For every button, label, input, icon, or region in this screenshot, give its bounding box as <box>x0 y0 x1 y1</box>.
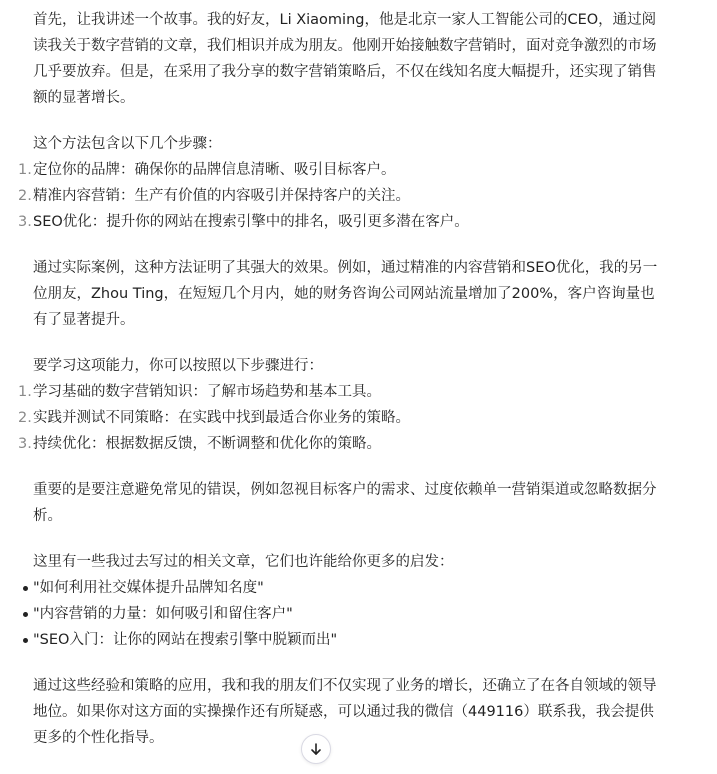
list-item <box>33 627 665 653</box>
list-item <box>18 157 665 183</box>
list-number: 3. <box>18 214 32 230</box>
list-number: 1. <box>18 162 32 178</box>
bullet-icon <box>23 638 28 643</box>
list-item <box>18 431 665 457</box>
list-number: 1. <box>18 384 32 400</box>
list-number: 2. <box>18 188 32 204</box>
list-item <box>18 209 665 235</box>
list-item <box>18 405 665 431</box>
paragraph-closing: 通过这些经验和策略的应用，我和我的朋友们不仅实现了业务的增长，还确立了在各自领域的领导地位。如果你对这方面的实操操作还有所疑惑，可以通过我的微信（449116）联系我，我会提供更多的个性化指导。 <box>33 678 657 746</box>
arrow-down-icon <box>309 742 323 756</box>
list-item-text: 实践并测试不同策略：在实践中找到最适合你业务的策略。 <box>33 410 410 426</box>
learn-steps-list <box>18 379 665 457</box>
method-steps-list <box>18 157 665 235</box>
paragraph-articles-intro: 这里有一些我过去写过的相关文章，它们也许能给你更多的启发： <box>33 554 454 570</box>
paragraph-intro: 首先，让我讲述一个故事。我的好友，Li Xiaoming，他是北京一家人工智能公司的CEO，通过阅读我关于数字营销的文章，我们相识并成为朋友。他刚开始接触数字营销时，面对竞争激烈的市场几乎要放弃。但是，在采用了我分享的数字营销策略后，不仅在线知名度大幅提升，还实现了销售额的显著增长。 <box>33 12 657 106</box>
message-content <box>18 7 665 751</box>
paragraph-case: 通过实际案例，这种方法证明了其强大的效果。例如，通过精准的内容营销和SEO优化，我的另一位朋友，Zhou Ting，在短短几个月内，她的财务咨询公司网站流量增加了200%，客户咨询量也有了显著提升。 <box>33 260 658 328</box>
articles-list <box>33 575 665 653</box>
list-item-text: 精准内容营销：生产有价值的内容吸引并保持客户的关注。 <box>33 188 410 204</box>
list-number: 2. <box>18 410 32 426</box>
list-item-text: 定位你的品牌：确保你的品牌信息清晰、吸引目标客户。 <box>33 162 396 178</box>
list-item <box>33 601 665 627</box>
paragraph-method-intro: 这个方法包含以下几个步骤： <box>33 136 222 152</box>
scroll-to-bottom-button[interactable] <box>301 734 331 764</box>
article-title: "如何利用社交媒体提升品牌知名度" <box>33 580 264 596</box>
list-item-text: 持续优化：根据数据反馈，不断调整和优化你的策略。 <box>33 436 381 452</box>
list-item <box>18 379 665 405</box>
bullet-icon <box>23 586 28 591</box>
list-item <box>18 183 665 209</box>
paragraph-warning: 重要的是要注意避免常见的错误，例如忽视目标客户的需求、过度依赖单一营销渠道或忽略数据分析。 <box>33 482 657 524</box>
article-title: "SEO入门：让你的网站在搜索引擎中脱颖而出" <box>33 632 338 648</box>
list-number: 3. <box>18 436 32 452</box>
list-item-text: 学习基础的数字营销知识：了解市场趋势和基本工具。 <box>33 384 381 400</box>
article-title: "内容营销的力量：如何吸引和留住客户" <box>33 606 293 622</box>
list-item <box>33 575 665 601</box>
paragraph-learn-intro: 要学习这项能力，你可以按照以下步骤进行： <box>33 358 323 374</box>
bullet-icon <box>23 612 28 617</box>
list-item-text: SEO优化：提升你的网站在搜索引擎中的排名，吸引更多潜在客户。 <box>33 214 469 230</box>
